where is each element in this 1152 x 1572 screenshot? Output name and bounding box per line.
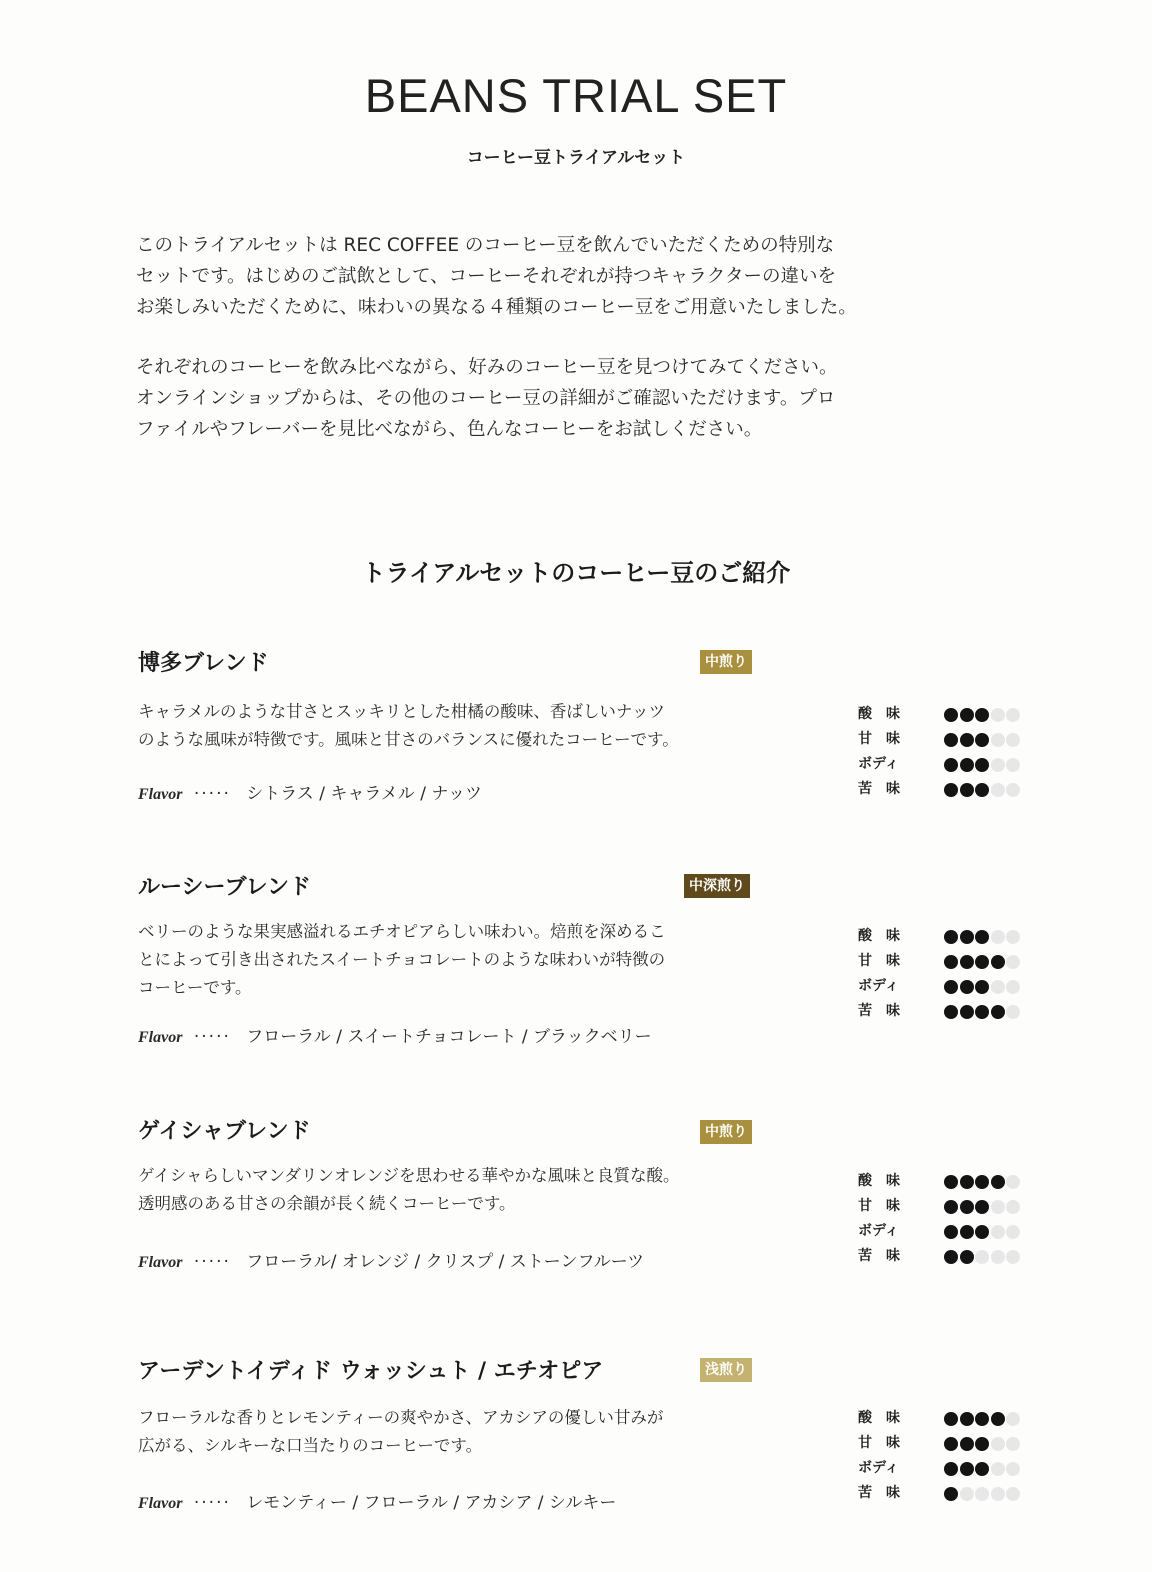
rating-dot bbox=[975, 733, 989, 747]
rating-dot bbox=[944, 1225, 958, 1239]
rating-dot bbox=[975, 955, 989, 969]
rating-dot bbox=[991, 758, 1005, 772]
bean-name: ゲイシャブレンド bbox=[138, 1119, 311, 1144]
rating-dot bbox=[991, 708, 1005, 722]
rating-dot bbox=[975, 1200, 989, 1214]
profile-row-acidity bbox=[858, 1407, 1028, 1432]
rating-dot bbox=[960, 1005, 974, 1019]
rating-dots-bitterness bbox=[944, 1004, 1022, 1018]
profile-label-sweetness: 甘 味 bbox=[858, 953, 900, 969]
rating-dot bbox=[975, 1250, 989, 1264]
rating-dot bbox=[991, 955, 1005, 969]
intro-line: それぞれのコーヒーを飲み比べながら、好みのコーヒー豆を見つけてみてください。 bbox=[136, 357, 838, 378]
rating-dot bbox=[975, 1462, 989, 1476]
rating-dot bbox=[1006, 955, 1020, 969]
rating-dots-acidity bbox=[944, 1174, 1022, 1188]
rating-dot bbox=[960, 733, 974, 747]
flavor-label: Flavor bbox=[138, 786, 183, 803]
profile-label-acidity: 酸 味 bbox=[858, 1410, 900, 1426]
description-line: 透明感のある甘さの余韻が長く続くコーヒーです。 bbox=[138, 1194, 516, 1213]
rating-dot bbox=[944, 1175, 958, 1189]
profile-row-sweetness bbox=[858, 728, 1028, 753]
rating-dot bbox=[944, 733, 958, 747]
flavor-separator: ····· bbox=[193, 784, 231, 804]
profile-label-acidity: 酸 味 bbox=[858, 1173, 900, 1189]
rating-dot bbox=[960, 1250, 974, 1264]
bean-card bbox=[138, 1354, 1028, 1524]
profile-row-body bbox=[858, 1220, 1028, 1245]
rating-dot bbox=[991, 1250, 1005, 1264]
rating-dots-sweetness bbox=[944, 954, 1022, 968]
rating-dot bbox=[975, 783, 989, 797]
rating-dot bbox=[960, 1175, 974, 1189]
bean-card bbox=[138, 870, 1028, 1060]
rating-dot bbox=[960, 955, 974, 969]
bean-name: アーデントイディド ウォッシュト / エチオピア bbox=[138, 1359, 604, 1384]
profile-label-bitterness: 苦 味 bbox=[858, 781, 900, 797]
rating-dot bbox=[1006, 930, 1020, 944]
rating-dot bbox=[1006, 1487, 1020, 1501]
rating-dots-body bbox=[944, 1461, 1022, 1475]
description-line: キャラメルのような甘さとスッキリとした柑橘の酸味、香ばしいナッツ bbox=[138, 702, 666, 721]
rating-dot bbox=[1006, 1005, 1020, 1019]
rating-dot bbox=[944, 1005, 958, 1019]
profile-label-body: ボディ bbox=[858, 978, 899, 994]
rating-dot bbox=[1006, 1462, 1020, 1476]
rating-dot bbox=[1006, 1250, 1020, 1264]
intro-line: このトライアルセットは REC COFFEE のコーヒー豆を飲んでいただくための特別な bbox=[136, 235, 835, 256]
rating-dot bbox=[944, 1437, 958, 1451]
roast-badge: 中煎り bbox=[700, 650, 752, 674]
rating-dot bbox=[991, 980, 1005, 994]
flavor-label: Flavor bbox=[138, 1029, 183, 1046]
rating-dot bbox=[944, 1200, 958, 1214]
rating-dot bbox=[1006, 1175, 1020, 1189]
description-line: フローラルな香りとレモンティーの爽やかさ、アカシアの優しい甘みが bbox=[138, 1408, 664, 1427]
rating-dot bbox=[991, 1412, 1005, 1426]
flavor-text: レモンティー / フローラル / アカシア / シルキー bbox=[246, 1493, 617, 1513]
rating-dot bbox=[960, 1487, 974, 1501]
page-title: BEANS TRIAL SET bbox=[364, 69, 788, 122]
profile-row-sweetness bbox=[858, 1195, 1028, 1220]
rating-dot bbox=[975, 1412, 989, 1426]
bean-description bbox=[138, 698, 788, 754]
bean-name: 博多ブレンド bbox=[138, 651, 269, 676]
rating-dots-bitterness bbox=[944, 1249, 1022, 1263]
profile-label-bitterness: 苦 味 bbox=[858, 1248, 900, 1264]
rating-dot bbox=[1006, 708, 1020, 722]
description-line: ゲイシャらしいマンダリンオレンジを思わせる華やかな風味と良質な酸。 bbox=[138, 1166, 680, 1185]
rating-dot bbox=[944, 930, 958, 944]
rating-dot bbox=[975, 1005, 989, 1019]
description-line: のような風味が特徴です。風味と甘さのバランスに優れたコーヒーです。 bbox=[138, 730, 679, 749]
rating-dot bbox=[975, 758, 989, 772]
roast-badge: 中深煎り bbox=[684, 874, 750, 898]
rating-dot bbox=[1006, 783, 1020, 797]
rating-dot bbox=[991, 1462, 1005, 1476]
rating-dot bbox=[960, 1412, 974, 1426]
rating-dot bbox=[944, 980, 958, 994]
intro-line: お楽しみいただくために、味わいの異なる４種類のコーヒー豆をご用意いたしました。 bbox=[136, 297, 857, 318]
rating-dot bbox=[991, 930, 1005, 944]
flavor-separator: ····· bbox=[193, 1027, 231, 1047]
flavor-notes bbox=[138, 779, 482, 804]
description-line: 広がる、シルキーな口当たりのコーヒーです。 bbox=[138, 1436, 483, 1455]
rating-dot bbox=[1006, 733, 1020, 747]
rating-dots-bitterness bbox=[944, 1486, 1022, 1500]
taste-profile bbox=[858, 703, 1028, 803]
rating-dot bbox=[960, 1437, 974, 1451]
flavor-notes bbox=[138, 1488, 616, 1513]
rating-dot bbox=[975, 1175, 989, 1189]
rating-dot bbox=[991, 1175, 1005, 1189]
rating-dot bbox=[944, 1487, 958, 1501]
bean-name: ルーシーブレンド bbox=[138, 875, 312, 900]
rating-dot bbox=[975, 930, 989, 944]
flavor-label: Flavor bbox=[138, 1495, 183, 1512]
profile-label-body: ボディ bbox=[858, 1460, 899, 1476]
flavor-text: フローラル / スイートチョコレート / ブラックベリー bbox=[246, 1027, 652, 1047]
profile-row-bitterness bbox=[858, 778, 1028, 803]
profile-label-sweetness: 甘 味 bbox=[858, 1435, 900, 1451]
rating-dot bbox=[991, 1005, 1005, 1019]
flavor-label: Flavor bbox=[138, 1254, 183, 1271]
intro-paragraph-2 bbox=[136, 352, 1016, 445]
rating-dot bbox=[1006, 1437, 1020, 1451]
flavor-separator: ····· bbox=[193, 1252, 231, 1272]
profile-row-acidity bbox=[858, 925, 1028, 950]
rating-dot bbox=[960, 1462, 974, 1476]
profile-row-acidity bbox=[858, 703, 1028, 728]
profile-row-body bbox=[858, 1457, 1028, 1482]
rating-dot bbox=[1006, 1200, 1020, 1214]
rating-dots-bitterness bbox=[944, 782, 1022, 796]
flavor-separator: ····· bbox=[193, 1493, 231, 1513]
rating-dots-body bbox=[944, 979, 1022, 993]
profile-label-bitterness: 苦 味 bbox=[858, 1003, 900, 1019]
profile-row-bitterness bbox=[858, 1000, 1028, 1025]
profile-row-body bbox=[858, 975, 1028, 1000]
rating-dot bbox=[944, 1250, 958, 1264]
rating-dot bbox=[944, 708, 958, 722]
rating-dot bbox=[1006, 980, 1020, 994]
bean-card bbox=[138, 1114, 1028, 1284]
roast-badge: 浅煎り bbox=[700, 1358, 752, 1382]
description-line: コーヒーです。 bbox=[138, 978, 252, 997]
flavor-text: フローラル/ オレンジ / クリスプ / ストーンフルーツ bbox=[246, 1252, 645, 1272]
rating-dots-sweetness bbox=[944, 1436, 1022, 1450]
profile-row-sweetness bbox=[858, 1432, 1028, 1457]
bean-description bbox=[138, 1404, 788, 1460]
rating-dot bbox=[975, 1225, 989, 1239]
rating-dot bbox=[944, 783, 958, 797]
rating-dots-sweetness bbox=[944, 1199, 1022, 1213]
rating-dot bbox=[991, 1225, 1005, 1239]
flavor-notes bbox=[138, 1247, 644, 1272]
rating-dot bbox=[944, 1462, 958, 1476]
rating-dot bbox=[960, 1225, 974, 1239]
rating-dot bbox=[991, 1200, 1005, 1214]
profile-label-body: ボディ bbox=[858, 1223, 899, 1239]
taste-profile bbox=[858, 925, 1028, 1025]
rating-dot bbox=[991, 733, 1005, 747]
taste-profile bbox=[858, 1407, 1028, 1507]
rating-dots-sweetness bbox=[944, 732, 1022, 746]
description-line: とによって引き出されたスイートチョコレートのような味わいが特徴の bbox=[138, 950, 666, 969]
rating-dot bbox=[944, 758, 958, 772]
rating-dots-acidity bbox=[944, 707, 1022, 721]
profile-label-acidity: 酸 味 bbox=[858, 706, 900, 722]
rating-dots-body bbox=[944, 757, 1022, 771]
profile-row-bitterness bbox=[858, 1245, 1028, 1270]
rating-dot bbox=[960, 708, 974, 722]
profile-label-sweetness: 甘 味 bbox=[858, 1198, 900, 1214]
flavor-text: シトラス / キャラメル / ナッツ bbox=[246, 784, 483, 804]
profile-label-bitterness: 苦 味 bbox=[858, 1485, 900, 1501]
rating-dot bbox=[975, 708, 989, 722]
rating-dot bbox=[991, 783, 1005, 797]
bean-card bbox=[138, 646, 1028, 816]
rating-dot bbox=[960, 930, 974, 944]
profile-row-sweetness bbox=[858, 950, 1028, 975]
section-heading: トライアルセットのコーヒー豆のご紹介 bbox=[361, 559, 791, 587]
roast-badge: 中煎り bbox=[700, 1120, 752, 1144]
flavor-notes bbox=[138, 1022, 652, 1047]
intro-line: オンラインショップからは、その他のコーヒー豆の詳細がご確認いただけます。プロ bbox=[136, 388, 836, 409]
bean-description bbox=[138, 1162, 788, 1218]
intro-line: ファイルやフレーバーを見比べながら、色んなコーヒーをお試しください。 bbox=[136, 419, 763, 440]
profile-label-acidity: 酸 味 bbox=[858, 928, 900, 944]
profile-label-sweetness: 甘 味 bbox=[858, 731, 900, 747]
rating-dots-acidity bbox=[944, 929, 1022, 943]
profile-row-acidity bbox=[858, 1170, 1028, 1195]
page-subtitle: コーヒー豆トライアルセット bbox=[466, 148, 686, 168]
profile-row-body bbox=[858, 753, 1028, 778]
profile-label-body: ボディ bbox=[858, 756, 899, 772]
rating-dots-acidity bbox=[944, 1411, 1022, 1425]
intro-paragraph-1 bbox=[136, 230, 1016, 323]
rating-dot bbox=[1006, 1225, 1020, 1239]
taste-profile bbox=[858, 1170, 1028, 1270]
profile-row-bitterness bbox=[858, 1482, 1028, 1507]
rating-dot bbox=[975, 1437, 989, 1451]
rating-dot bbox=[975, 980, 989, 994]
bean-description bbox=[138, 918, 788, 1002]
rating-dot bbox=[1006, 1412, 1020, 1426]
rating-dot bbox=[960, 980, 974, 994]
rating-dot bbox=[991, 1487, 1005, 1501]
rating-dot bbox=[1006, 758, 1020, 772]
rating-dot bbox=[991, 1437, 1005, 1451]
description-line: ベリーのような果実感溢れるエチオピアらしい味わい。焙煎を深めるこ bbox=[138, 922, 666, 941]
rating-dot bbox=[944, 1412, 958, 1426]
rating-dot bbox=[975, 1487, 989, 1501]
rating-dot bbox=[960, 1200, 974, 1214]
intro-line: セットです。はじめのご試飲として、コーヒーそれぞれが持つキャラクターの違いを bbox=[136, 266, 837, 287]
rating-dot bbox=[960, 783, 974, 797]
rating-dot bbox=[944, 955, 958, 969]
rating-dot bbox=[960, 758, 974, 772]
rating-dots-body bbox=[944, 1224, 1022, 1238]
